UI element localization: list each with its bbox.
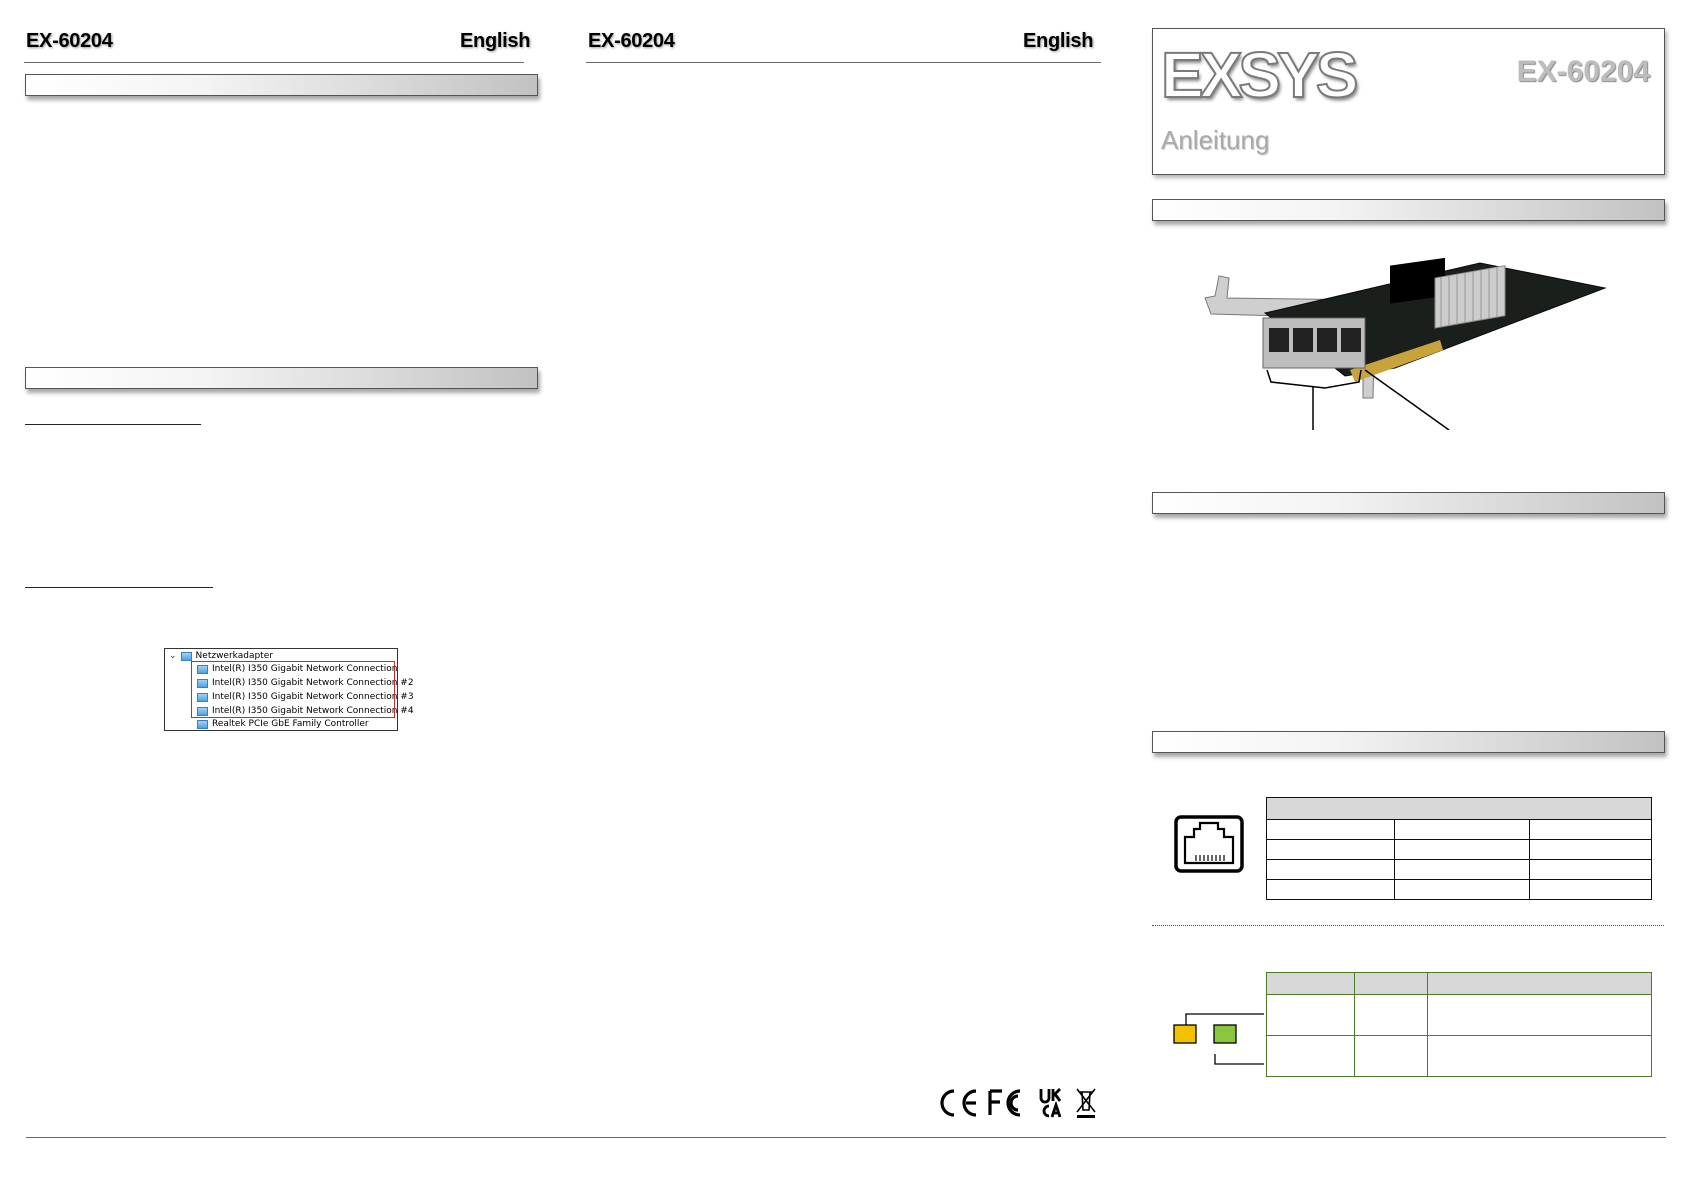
footer-rule bbox=[26, 1137, 1666, 1138]
ce-mark-icon bbox=[942, 1091, 976, 1115]
table-cell bbox=[1267, 995, 1355, 1036]
table-cell bbox=[1267, 820, 1395, 840]
left-subheading-underline-2 bbox=[25, 587, 213, 588]
network-card-illustration bbox=[1195, 258, 1615, 430]
led-table bbox=[1266, 972, 1652, 1077]
exsys-logo: EXSYS bbox=[1161, 39, 1355, 111]
device-manager-screenshot bbox=[164, 648, 414, 731]
device-item-label: Intel(R) I350 Gigabit Network Connection #2 bbox=[212, 678, 414, 688]
rj45-port-block bbox=[1263, 318, 1365, 368]
table-cell bbox=[1267, 880, 1395, 900]
table-cell bbox=[1267, 973, 1355, 995]
table-cell bbox=[1267, 840, 1395, 860]
left-header-rule bbox=[24, 62, 524, 63]
dotted-separator bbox=[1152, 925, 1664, 926]
device-category-label: Netzwerkadapter bbox=[195, 651, 273, 661]
callout-line-2 bbox=[1365, 370, 1449, 430]
table-cell bbox=[1530, 820, 1652, 840]
green-led-icon bbox=[1214, 1025, 1236, 1043]
table-cell bbox=[1355, 973, 1428, 995]
table-cell bbox=[1395, 820, 1530, 840]
pinout-table-header bbox=[1267, 798, 1652, 820]
table-row bbox=[1267, 1036, 1652, 1077]
middle-language-header: English bbox=[1023, 30, 1094, 52]
compliance-marks bbox=[938, 1086, 1103, 1120]
yellow-led-icon bbox=[1174, 1025, 1196, 1043]
cover-title-box bbox=[1152, 28, 1665, 175]
table-cell bbox=[1267, 798, 1652, 820]
table-cell bbox=[1395, 840, 1530, 860]
table-cell bbox=[1530, 840, 1652, 860]
device-item-label: Intel(R) I350 Gigabit Network Connection bbox=[212, 664, 398, 674]
table-cell bbox=[1267, 1036, 1355, 1077]
rj45-port-icon bbox=[1174, 815, 1244, 873]
table-row bbox=[1267, 995, 1652, 1036]
led-connector-line-2 bbox=[1215, 1054, 1264, 1064]
table-cell bbox=[1395, 880, 1530, 900]
highlight-box bbox=[191, 661, 398, 718]
middle-model-header: EX-60204 bbox=[588, 30, 675, 52]
led-table-header bbox=[1267, 973, 1652, 995]
led-indicator-diagram bbox=[1172, 1008, 1272, 1070]
cover-subtitle: Anleitung bbox=[1161, 125, 1270, 155]
pinout-table bbox=[1266, 797, 1652, 900]
device-item-label: Intel(R) I350 Gigabit Network Connection #4 bbox=[212, 706, 414, 716]
device-item-label: Intel(R) I350 Gigabit Network Connection #3 bbox=[212, 692, 414, 702]
table-cell bbox=[1428, 995, 1652, 1036]
left-language-header: English bbox=[460, 30, 531, 52]
table-cell bbox=[1530, 860, 1652, 880]
network-adapter-icon bbox=[197, 720, 208, 729]
cover-model-number: EX-60204 bbox=[1516, 55, 1650, 88]
ukca-mark-icon bbox=[1041, 1089, 1060, 1117]
weee-bin-icon bbox=[1077, 1089, 1095, 1118]
table-cell bbox=[1428, 1036, 1652, 1077]
chevron-down-icon: ⌄ bbox=[169, 651, 177, 661]
network-adapter-icon bbox=[181, 652, 192, 661]
device-item bbox=[197, 717, 369, 731]
left-section-bar-1 bbox=[25, 74, 538, 96]
middle-header-rule bbox=[586, 62, 1101, 63]
table-cell bbox=[1530, 880, 1652, 900]
left-model-header: EX-60204 bbox=[26, 30, 113, 52]
table-row bbox=[1267, 860, 1652, 880]
table-row bbox=[1267, 820, 1652, 840]
table-cell bbox=[1355, 1036, 1428, 1077]
device-item-label: Realtek PCIe GbE Family Controller bbox=[212, 719, 369, 729]
table-cell bbox=[1355, 995, 1428, 1036]
cover-section-bar-2 bbox=[1152, 492, 1665, 514]
fcc-mark-icon bbox=[990, 1091, 1020, 1115]
left-section-bar-2 bbox=[25, 367, 538, 389]
table-cell bbox=[1428, 973, 1652, 995]
table-cell bbox=[1395, 860, 1530, 880]
table-row bbox=[1267, 880, 1652, 900]
cover-section-bar-1 bbox=[1152, 199, 1665, 221]
left-subheading-underline-1 bbox=[25, 424, 201, 425]
cover-section-bar-3 bbox=[1152, 731, 1665, 753]
table-row bbox=[1267, 840, 1652, 860]
table-cell bbox=[1267, 860, 1395, 880]
